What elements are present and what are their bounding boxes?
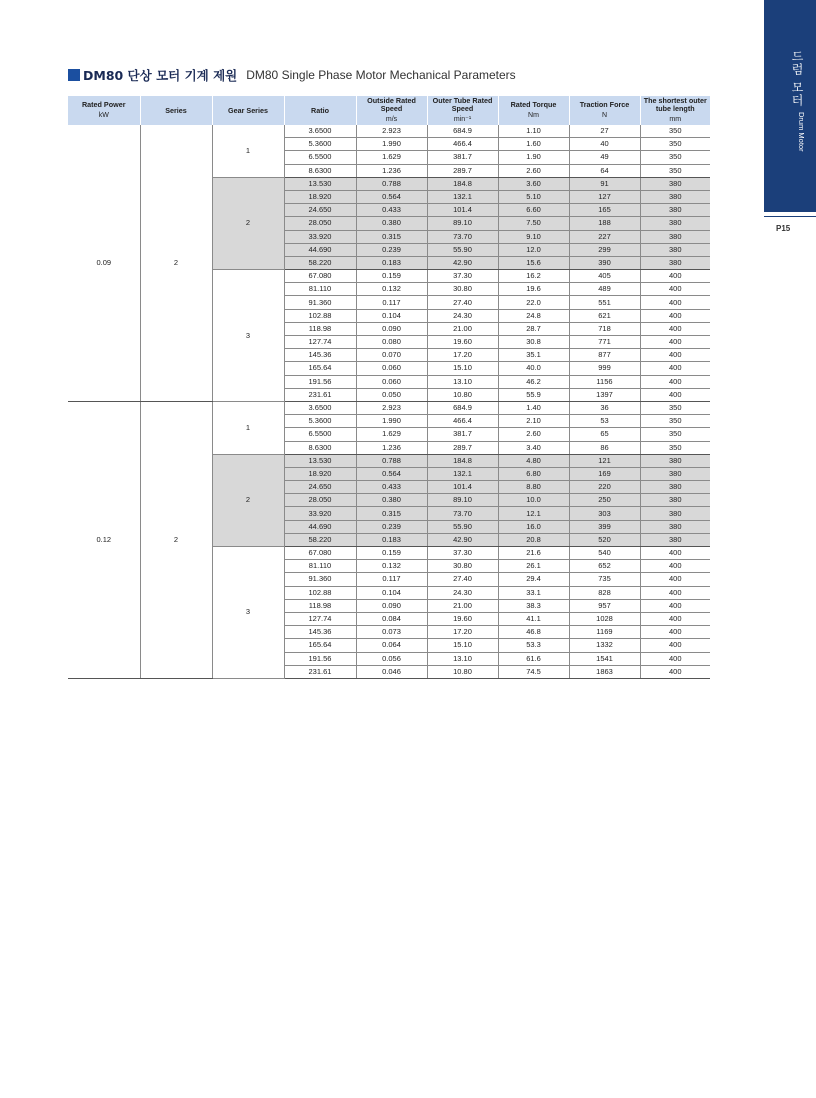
tube-length-cell: 400 [640, 336, 710, 349]
ratio-cell: 81.110 [284, 283, 356, 296]
outer-tube-speed-cell: 27.40 [427, 573, 498, 586]
traction-force-cell: 828 [569, 586, 640, 599]
rated-torque-cell: 1.10 [498, 125, 569, 138]
ratio-cell: 6.5500 [284, 151, 356, 164]
ratio-cell: 33.920 [284, 507, 356, 520]
rated-torque-cell: 12.0 [498, 243, 569, 256]
tube-length-cell: 380 [640, 256, 710, 269]
rated-torque-cell: 28.7 [498, 322, 569, 335]
rated-torque-cell: 19.6 [498, 283, 569, 296]
traction-force-cell: 53 [569, 415, 640, 428]
outside-speed-cell: 0.046 [356, 665, 427, 678]
rated-torque-cell: 40.0 [498, 362, 569, 375]
outer-tube-speed-cell: 684.9 [427, 125, 498, 138]
tube-length-cell: 400 [640, 375, 710, 388]
ratio-cell: 91.360 [284, 573, 356, 586]
outer-tube-speed-cell: 381.7 [427, 151, 498, 164]
ratio-cell: 28.050 [284, 217, 356, 230]
table-body [68, 125, 710, 678]
traction-force-cell: 27 [569, 125, 640, 138]
ratio-cell: 102.88 [284, 309, 356, 322]
tube-length-cell: 400 [640, 586, 710, 599]
traction-force-cell: 1028 [569, 612, 640, 625]
outside-speed-cell: 0.239 [356, 243, 427, 256]
outer-tube-speed-cell: 15.10 [427, 639, 498, 652]
rated-torque-cell: 26.1 [498, 560, 569, 573]
ratio-cell: 3.6500 [284, 401, 356, 414]
traction-force-cell: 957 [569, 599, 640, 612]
title-square-icon [68, 69, 80, 81]
outside-speed-cell: 1.990 [356, 138, 427, 151]
outer-tube-speed-cell: 89.10 [427, 217, 498, 230]
rated-torque-cell: 12.1 [498, 507, 569, 520]
outside-speed-cell: 0.315 [356, 230, 427, 243]
header-row [68, 96, 710, 125]
outside-speed-cell: 0.084 [356, 612, 427, 625]
tube-length-cell: 400 [640, 547, 710, 560]
tube-length-cell: 400 [640, 322, 710, 335]
gear-series-cell: 2 [212, 454, 284, 546]
outer-tube-speed-cell: 37.30 [427, 547, 498, 560]
side-tab [764, 0, 816, 212]
tube-length-cell: 400 [640, 626, 710, 639]
traction-force-cell: 489 [569, 283, 640, 296]
traction-force-cell: 1332 [569, 639, 640, 652]
outside-speed-cell: 0.056 [356, 652, 427, 665]
ratio-cell: 13.530 [284, 454, 356, 467]
ratio-cell: 24.650 [284, 481, 356, 494]
ratio-cell: 191.56 [284, 375, 356, 388]
traction-force-cell: 220 [569, 481, 640, 494]
tube-length-cell: 380 [640, 217, 710, 230]
tube-length-cell: 380 [640, 177, 710, 190]
tube-length-cell: 400 [640, 362, 710, 375]
outer-tube-speed-cell: 73.70 [427, 507, 498, 520]
outside-speed-cell: 1.629 [356, 151, 427, 164]
outside-speed-cell: 2.923 [356, 125, 427, 138]
rated-power-cell: 0.09 [68, 125, 140, 401]
traction-force-cell: 771 [569, 336, 640, 349]
ratio-cell: 118.98 [284, 322, 356, 335]
tube-length-cell: 350 [640, 428, 710, 441]
ratio-cell: 5.3600 [284, 415, 356, 428]
rated-torque-cell: 9.10 [498, 230, 569, 243]
side-divider [764, 216, 816, 217]
tube-length-cell: 380 [640, 467, 710, 480]
rated-torque-cell: 7.50 [498, 217, 569, 230]
outside-speed-cell: 0.132 [356, 283, 427, 296]
outside-speed-cell: 0.433 [356, 204, 427, 217]
header-traction-force: Traction Force N [569, 96, 640, 125]
traction-force-cell: 877 [569, 349, 640, 362]
outside-speed-cell: 0.090 [356, 322, 427, 335]
traction-force-cell: 652 [569, 560, 640, 573]
tube-length-cell: 400 [640, 573, 710, 586]
ratio-cell: 67.080 [284, 270, 356, 283]
rated-torque-cell: 10.0 [498, 494, 569, 507]
rated-torque-cell: 3.40 [498, 441, 569, 454]
outer-tube-speed-cell: 13.10 [427, 375, 498, 388]
ratio-cell: 8.6300 [284, 441, 356, 454]
rated-torque-cell: 3.60 [498, 177, 569, 190]
outer-tube-speed-cell: 24.30 [427, 309, 498, 322]
outside-speed-cell: 0.104 [356, 309, 427, 322]
outside-speed-cell: 0.117 [356, 296, 427, 309]
tube-length-cell: 380 [640, 243, 710, 256]
outer-tube-speed-cell: 10.80 [427, 665, 498, 678]
outer-tube-speed-cell: 684.9 [427, 401, 498, 414]
rated-torque-cell: 46.8 [498, 626, 569, 639]
tube-length-cell: 400 [640, 665, 710, 678]
tube-length-cell: 380 [640, 204, 710, 217]
header-ratio: Ratio [284, 96, 356, 125]
outside-speed-cell: 0.159 [356, 270, 427, 283]
rated-power-cell: 0.12 [68, 401, 140, 678]
rated-torque-cell: 38.3 [498, 599, 569, 612]
tube-length-cell: 350 [640, 401, 710, 414]
tube-length-cell: 380 [640, 481, 710, 494]
outside-speed-cell: 0.183 [356, 256, 427, 269]
outer-tube-speed-cell: 55.90 [427, 243, 498, 256]
outer-tube-speed-cell: 21.00 [427, 322, 498, 335]
parameters-table [68, 96, 710, 679]
outside-speed-cell: 0.090 [356, 599, 427, 612]
tube-length-cell: 350 [640, 415, 710, 428]
outer-tube-speed-cell: 101.4 [427, 481, 498, 494]
traction-force-cell: 1397 [569, 388, 640, 401]
ratio-cell: 127.74 [284, 336, 356, 349]
side-tab-korean: 드럼 모터 [790, 50, 804, 107]
traction-force-cell: 165 [569, 204, 640, 217]
traction-force-cell: 36 [569, 401, 640, 414]
rated-torque-cell: 6.80 [498, 467, 569, 480]
rated-torque-cell: 16.2 [498, 270, 569, 283]
tube-length-cell: 400 [640, 296, 710, 309]
outer-tube-speed-cell: 17.20 [427, 349, 498, 362]
traction-force-cell: 40 [569, 138, 640, 151]
outside-speed-cell: 0.315 [356, 507, 427, 520]
outside-speed-cell: 0.564 [356, 467, 427, 480]
outside-speed-cell: 1.236 [356, 164, 427, 177]
outer-tube-speed-cell: 55.90 [427, 520, 498, 533]
ratio-cell: 3.6500 [284, 125, 356, 138]
ratio-cell: 145.36 [284, 349, 356, 362]
tube-length-cell: 400 [640, 612, 710, 625]
outside-speed-cell: 0.380 [356, 217, 427, 230]
outside-speed-cell: 0.132 [356, 560, 427, 573]
rated-torque-cell: 24.8 [498, 309, 569, 322]
outer-tube-speed-cell: 466.4 [427, 138, 498, 151]
outside-speed-cell: 0.239 [356, 520, 427, 533]
ratio-cell: 24.650 [284, 204, 356, 217]
outer-tube-speed-cell: 19.60 [427, 612, 498, 625]
rated-torque-cell: 30.8 [498, 336, 569, 349]
outer-tube-speed-cell: 30.80 [427, 560, 498, 573]
rated-torque-cell: 20.8 [498, 533, 569, 546]
traction-force-cell: 299 [569, 243, 640, 256]
side-tab-english: Drum Motor [797, 112, 806, 152]
gear-series-cell: 1 [212, 125, 284, 177]
outside-speed-cell: 0.564 [356, 190, 427, 203]
traction-force-cell: 390 [569, 256, 640, 269]
outer-tube-speed-cell: 101.4 [427, 204, 498, 217]
outer-tube-speed-cell: 30.80 [427, 283, 498, 296]
outer-tube-speed-cell: 184.8 [427, 454, 498, 467]
tube-length-cell: 400 [640, 639, 710, 652]
outside-speed-cell: 0.788 [356, 454, 427, 467]
outside-speed-cell: 0.064 [356, 639, 427, 652]
gear-series-cell: 2 [212, 177, 284, 269]
rated-torque-cell: 2.60 [498, 428, 569, 441]
series-cell: 2 [140, 125, 212, 401]
ratio-cell: 58.220 [284, 256, 356, 269]
tube-length-cell: 380 [640, 533, 710, 546]
outside-speed-cell: 0.060 [356, 362, 427, 375]
traction-force-cell: 621 [569, 309, 640, 322]
outside-speed-cell: 0.104 [356, 586, 427, 599]
rated-torque-cell: 33.1 [498, 586, 569, 599]
outside-speed-cell: 0.050 [356, 388, 427, 401]
traction-force-cell: 127 [569, 190, 640, 203]
ratio-cell: 91.360 [284, 296, 356, 309]
ratio-cell: 231.61 [284, 665, 356, 678]
outside-speed-cell: 0.060 [356, 375, 427, 388]
tube-length-cell: 400 [640, 309, 710, 322]
tube-length-cell: 350 [640, 164, 710, 177]
rated-torque-cell: 29.4 [498, 573, 569, 586]
rated-torque-cell: 46.2 [498, 375, 569, 388]
header-rated-power: Rated Power kW [68, 96, 140, 125]
outside-speed-cell: 0.788 [356, 177, 427, 190]
tube-length-cell: 350 [640, 441, 710, 454]
traction-force-cell: 49 [569, 151, 640, 164]
outer-tube-speed-cell: 89.10 [427, 494, 498, 507]
tube-length-cell: 380 [640, 520, 710, 533]
ratio-cell: 13.530 [284, 177, 356, 190]
title-english: DM80 Single Phase Motor Mechanical Parameters [246, 68, 516, 82]
traction-force-cell: 169 [569, 467, 640, 480]
outside-speed-cell: 0.117 [356, 573, 427, 586]
ratio-cell: 18.920 [284, 467, 356, 480]
ratio-cell: 127.74 [284, 612, 356, 625]
outer-tube-speed-cell: 184.8 [427, 177, 498, 190]
traction-force-cell: 551 [569, 296, 640, 309]
traction-force-cell: 405 [569, 270, 640, 283]
outer-tube-speed-cell: 17.20 [427, 626, 498, 639]
gear-series-cell: 3 [212, 547, 284, 679]
rated-torque-cell: 2.60 [498, 164, 569, 177]
outside-speed-cell: 0.380 [356, 494, 427, 507]
outer-tube-speed-cell: 37.30 [427, 270, 498, 283]
rated-torque-cell: 8.80 [498, 481, 569, 494]
outer-tube-speed-cell: 27.40 [427, 296, 498, 309]
traction-force-cell: 250 [569, 494, 640, 507]
ratio-cell: 44.690 [284, 520, 356, 533]
tube-length-cell: 380 [640, 454, 710, 467]
table-row [68, 125, 710, 138]
ratio-cell: 81.110 [284, 560, 356, 573]
traction-force-cell: 399 [569, 520, 640, 533]
outer-tube-speed-cell: 21.00 [427, 599, 498, 612]
outer-tube-speed-cell: 466.4 [427, 415, 498, 428]
series-cell: 2 [140, 401, 212, 678]
traction-force-cell: 91 [569, 177, 640, 190]
page-number: P15 [776, 224, 791, 233]
ratio-cell: 18.920 [284, 190, 356, 203]
rated-torque-cell: 15.6 [498, 256, 569, 269]
traction-force-cell: 735 [569, 573, 640, 586]
traction-force-cell: 303 [569, 507, 640, 520]
tube-length-cell: 400 [640, 270, 710, 283]
rated-torque-cell: 6.60 [498, 204, 569, 217]
rated-torque-cell: 61.6 [498, 652, 569, 665]
outer-tube-speed-cell: 13.10 [427, 652, 498, 665]
tube-length-cell: 400 [640, 283, 710, 296]
outer-tube-speed-cell: 42.90 [427, 533, 498, 546]
ratio-cell: 102.88 [284, 586, 356, 599]
tube-length-cell: 400 [640, 560, 710, 573]
ratio-cell: 165.64 [284, 639, 356, 652]
tube-length-cell: 400 [640, 388, 710, 401]
outer-tube-speed-cell: 381.7 [427, 428, 498, 441]
outer-tube-speed-cell: 24.30 [427, 586, 498, 599]
tube-length-cell: 350 [640, 151, 710, 164]
outer-tube-speed-cell: 132.1 [427, 190, 498, 203]
header-outer-tube-speed: Outer Tube Rated Speed min⁻¹ [427, 96, 498, 125]
ratio-cell: 231.61 [284, 388, 356, 401]
outside-speed-cell: 0.070 [356, 349, 427, 362]
ratio-cell: 44.690 [284, 243, 356, 256]
traction-force-cell: 540 [569, 547, 640, 560]
rated-torque-cell: 21.6 [498, 547, 569, 560]
outside-speed-cell: 2.923 [356, 401, 427, 414]
header-rated-torque: Rated Torque Nm [498, 96, 569, 125]
rated-torque-cell: 41.1 [498, 612, 569, 625]
traction-force-cell: 718 [569, 322, 640, 335]
rated-torque-cell: 53.3 [498, 639, 569, 652]
tube-length-cell: 380 [640, 190, 710, 203]
rated-torque-cell: 22.0 [498, 296, 569, 309]
header-outside-speed: Outside Rated Speed m/s [356, 96, 427, 125]
traction-force-cell: 1541 [569, 652, 640, 665]
outside-speed-cell: 1.629 [356, 428, 427, 441]
tube-length-cell: 380 [640, 494, 710, 507]
table-row [68, 401, 710, 414]
outer-tube-speed-cell: 10.80 [427, 388, 498, 401]
outside-speed-cell: 0.080 [356, 336, 427, 349]
rated-torque-cell: 4.80 [498, 454, 569, 467]
outside-speed-cell: 1.236 [356, 441, 427, 454]
rated-torque-cell: 2.10 [498, 415, 569, 428]
traction-force-cell: 520 [569, 533, 640, 546]
outer-tube-speed-cell: 73.70 [427, 230, 498, 243]
outer-tube-speed-cell: 289.7 [427, 441, 498, 454]
outer-tube-speed-cell: 289.7 [427, 164, 498, 177]
rated-torque-cell: 55.9 [498, 388, 569, 401]
outer-tube-speed-cell: 132.1 [427, 467, 498, 480]
tube-length-cell: 400 [640, 599, 710, 612]
ratio-cell: 58.220 [284, 533, 356, 546]
outside-speed-cell: 0.159 [356, 547, 427, 560]
rated-torque-cell: 1.40 [498, 401, 569, 414]
ratio-cell: 145.36 [284, 626, 356, 639]
rated-torque-cell: 74.5 [498, 665, 569, 678]
outside-speed-cell: 0.073 [356, 626, 427, 639]
outer-tube-speed-cell: 19.60 [427, 336, 498, 349]
traction-force-cell: 64 [569, 164, 640, 177]
traction-force-cell: 1863 [569, 665, 640, 678]
gear-series-cell: 1 [212, 401, 284, 454]
rated-torque-cell: 1.60 [498, 138, 569, 151]
tube-length-cell: 350 [640, 125, 710, 138]
ratio-cell: 165.64 [284, 362, 356, 375]
outside-speed-cell: 1.990 [356, 415, 427, 428]
traction-force-cell: 1169 [569, 626, 640, 639]
rated-torque-cell: 35.1 [498, 349, 569, 362]
header-gear-series: Gear Series [212, 96, 284, 125]
traction-force-cell: 1156 [569, 375, 640, 388]
traction-force-cell: 121 [569, 454, 640, 467]
header-tube-length: The shortest outer tube length mm [640, 96, 710, 125]
traction-force-cell: 188 [569, 217, 640, 230]
traction-force-cell: 227 [569, 230, 640, 243]
tube-length-cell: 350 [640, 138, 710, 151]
ratio-cell: 28.050 [284, 494, 356, 507]
page-title [68, 66, 516, 84]
gear-series-cell: 3 [212, 270, 284, 402]
outer-tube-speed-cell: 15.10 [427, 362, 498, 375]
ratio-cell: 118.98 [284, 599, 356, 612]
ratio-cell: 67.080 [284, 547, 356, 560]
tube-length-cell: 400 [640, 349, 710, 362]
rated-torque-cell: 16.0 [498, 520, 569, 533]
rated-torque-cell: 5.10 [498, 190, 569, 203]
outer-tube-speed-cell: 42.90 [427, 256, 498, 269]
title-korean: DM80 단상 모터 기계 제원 [83, 68, 238, 83]
outside-speed-cell: 0.433 [356, 481, 427, 494]
outside-speed-cell: 0.183 [356, 533, 427, 546]
tube-length-cell: 380 [640, 230, 710, 243]
ratio-cell: 191.56 [284, 652, 356, 665]
ratio-cell: 5.3600 [284, 138, 356, 151]
tube-length-cell: 400 [640, 652, 710, 665]
ratio-cell: 8.6300 [284, 164, 356, 177]
tube-length-cell: 380 [640, 507, 710, 520]
header-series: Series [140, 96, 212, 125]
traction-force-cell: 999 [569, 362, 640, 375]
ratio-cell: 6.5500 [284, 428, 356, 441]
rated-torque-cell: 1.90 [498, 151, 569, 164]
traction-force-cell: 86 [569, 441, 640, 454]
ratio-cell: 33.920 [284, 230, 356, 243]
traction-force-cell: 65 [569, 428, 640, 441]
